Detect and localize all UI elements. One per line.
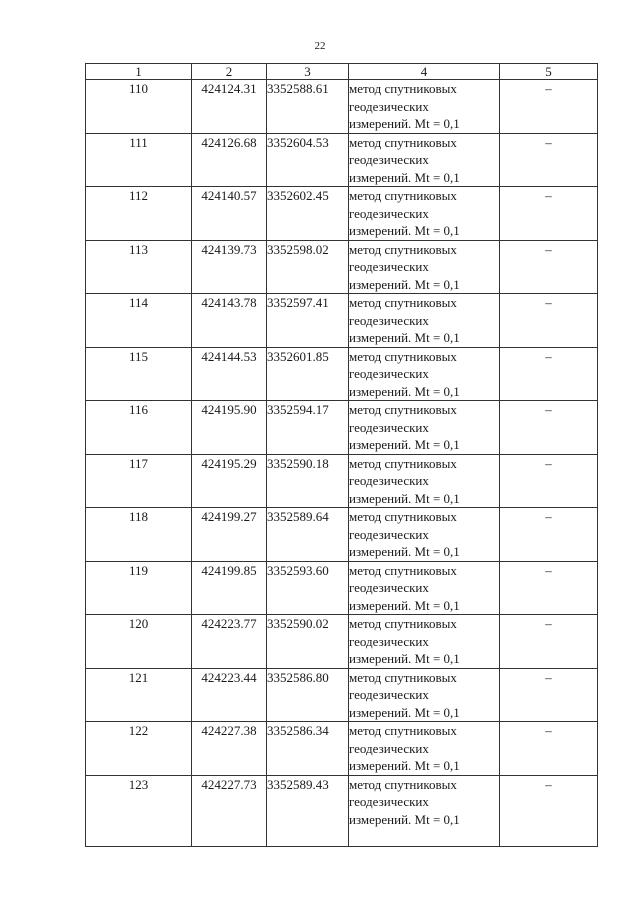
method-line: геодезических <box>349 526 429 542</box>
coord-x: 424223.77 <box>192 615 267 669</box>
coord-x: 424124.31 <box>192 80 267 134</box>
method-cell <box>349 454 500 508</box>
coord-y: 3352589.43 <box>267 775 349 846</box>
table-row <box>86 401 598 455</box>
point-number: 110 <box>86 80 192 134</box>
header-col-1: 1 <box>86 64 192 80</box>
method-cell <box>349 294 500 348</box>
note-cell: – <box>500 133 598 187</box>
method-line: метод спутниковых <box>349 348 457 364</box>
table-row <box>86 775 598 846</box>
header-col-2: 2 <box>192 64 267 80</box>
method-line: измерений. Mt = 0,1 <box>349 758 460 773</box>
coord-y: 3352588.61 <box>267 80 349 134</box>
coord-y: 3352594.17 <box>267 401 349 455</box>
coord-y: 3352593.60 <box>267 561 349 615</box>
method-line: метод спутниковых <box>349 188 457 203</box>
table-row <box>86 240 598 294</box>
note-cell: – <box>500 80 598 134</box>
coord-y: 3352604.53 <box>267 133 349 187</box>
table-row <box>86 668 598 722</box>
point-number: 119 <box>86 561 192 615</box>
method-cell <box>349 722 500 776</box>
point-number: 122 <box>86 722 192 776</box>
method-line: метод спутниковых <box>349 669 457 685</box>
method-line: геодезических <box>349 473 429 488</box>
coord-x: 424143.78 <box>192 294 267 348</box>
note-cell: – <box>500 240 598 294</box>
table-row <box>86 508 598 562</box>
note-cell: – <box>500 508 598 562</box>
method-line: измерений. Mt = 0,1 <box>349 276 460 292</box>
method-line: геодезических <box>349 687 429 702</box>
point-number: 120 <box>86 615 192 669</box>
coord-y: 3352586.80 <box>267 668 349 722</box>
method-line: измерений. Mt = 0,1 <box>349 811 460 827</box>
table-row <box>86 187 598 241</box>
point-number: 116 <box>86 401 192 455</box>
method-cell <box>349 133 500 187</box>
method-line: метод спутниковых <box>349 134 457 150</box>
method-line: измерений. Mt = 0,1 <box>349 116 460 131</box>
point-number: 113 <box>86 240 192 294</box>
method-line: метод спутниковых <box>349 776 457 792</box>
note-cell: – <box>500 401 598 455</box>
point-number: 112 <box>86 187 192 241</box>
method-line: метод спутниковых <box>349 616 457 631</box>
header-col-3: 3 <box>267 64 349 80</box>
note-cell: – <box>500 615 598 669</box>
note-cell: – <box>500 668 598 722</box>
method-line: измерений. Mt = 0,1 <box>349 544 460 559</box>
point-number: 115 <box>86 347 192 401</box>
method-line: измерений. Mt = 0,1 <box>349 704 460 720</box>
method-line: геодезических <box>349 580 429 595</box>
method-line: геодезических <box>349 259 429 274</box>
method-cell <box>349 187 500 241</box>
method-cell <box>349 668 500 722</box>
method-line: метод спутниковых <box>349 455 457 471</box>
method-cell <box>349 240 500 294</box>
point-number: 111 <box>86 133 192 187</box>
coord-y: 3352586.34 <box>267 722 349 776</box>
method-line: метод спутниковых <box>349 295 457 310</box>
method-line: измерений. Mt = 0,1 <box>349 383 460 399</box>
coordinates-table <box>85 63 598 847</box>
coord-x: 424140.57 <box>192 187 267 241</box>
method-line: метод спутниковых <box>349 723 457 738</box>
note-cell: – <box>500 347 598 401</box>
method-cell <box>349 775 500 846</box>
method-line: измерений. Mt = 0,1 <box>349 223 460 238</box>
coord-x: 424139.73 <box>192 240 267 294</box>
table-row <box>86 722 598 776</box>
point-number: 117 <box>86 454 192 508</box>
method-line: метод спутниковых <box>349 509 457 524</box>
method-line: измерений. Mt = 0,1 <box>349 169 460 185</box>
method-cell <box>349 508 500 562</box>
table-row <box>86 133 598 187</box>
coord-y: 3352589.64 <box>267 508 349 562</box>
method-cell <box>349 615 500 669</box>
coord-y: 3352590.02 <box>267 615 349 669</box>
note-cell: – <box>500 454 598 508</box>
method-line: геодезических <box>349 740 429 756</box>
table-row <box>86 347 598 401</box>
table-body <box>86 80 598 847</box>
method-line: геодезических <box>349 205 429 221</box>
method-cell <box>349 401 500 455</box>
coord-y: 3352601.85 <box>267 347 349 401</box>
coord-x: 424126.68 <box>192 133 267 187</box>
point-number: 121 <box>86 668 192 722</box>
coord-y: 3352597.41 <box>267 294 349 348</box>
method-line: метод спутниковых <box>349 241 457 257</box>
coord-y: 3352590.18 <box>267 454 349 508</box>
method-cell <box>349 80 500 134</box>
table-row <box>86 454 598 508</box>
point-number: 114 <box>86 294 192 348</box>
coord-x: 424199.27 <box>192 508 267 562</box>
page-number: 22 <box>314 40 326 52</box>
table-row <box>86 294 598 348</box>
note-cell: – <box>500 561 598 615</box>
method-line: геодезических <box>349 98 429 114</box>
point-number: 123 <box>86 775 192 846</box>
table-row <box>86 615 598 669</box>
method-line: геодезических <box>349 366 429 381</box>
table-row <box>86 561 598 615</box>
note-cell: – <box>500 187 598 241</box>
coord-x: 424195.90 <box>192 401 267 455</box>
coord-y: 3352602.45 <box>267 187 349 241</box>
method-cell <box>349 347 500 401</box>
method-line: метод спутниковых <box>349 81 457 96</box>
coord-y: 3352598.02 <box>267 240 349 294</box>
method-line: измерений. Mt = 0,1 <box>349 597 460 613</box>
note-cell: – <box>500 775 598 846</box>
method-cell <box>349 561 500 615</box>
coord-x: 424195.29 <box>192 454 267 508</box>
method-line: измерений. Mt = 0,1 <box>349 437 460 452</box>
coord-x: 424223.44 <box>192 668 267 722</box>
method-line: геодезических <box>349 312 429 328</box>
coord-x: 424227.73 <box>192 775 267 846</box>
table-row <box>86 80 598 134</box>
coord-x: 424144.53 <box>192 347 267 401</box>
method-line: измерений. Mt = 0,1 <box>349 330 460 345</box>
coord-x: 424227.38 <box>192 722 267 776</box>
method-line: геодезических <box>349 794 429 809</box>
coord-x: 424199.85 <box>192 561 267 615</box>
method-line: геодезических <box>349 419 429 435</box>
method-line: измерений. Mt = 0,1 <box>349 651 460 666</box>
note-cell: – <box>500 294 598 348</box>
method-line: метод спутниковых <box>349 402 457 417</box>
header-col-4: 4 <box>349 64 500 80</box>
point-number: 118 <box>86 508 192 562</box>
method-line: геодезических <box>349 152 429 167</box>
method-line: метод спутниковых <box>349 562 457 578</box>
method-line: измерений. Mt = 0,1 <box>349 490 460 506</box>
note-cell: – <box>500 722 598 776</box>
header-col-5: 5 <box>500 64 598 80</box>
method-line: геодезических <box>349 633 429 649</box>
header-row <box>86 64 598 80</box>
